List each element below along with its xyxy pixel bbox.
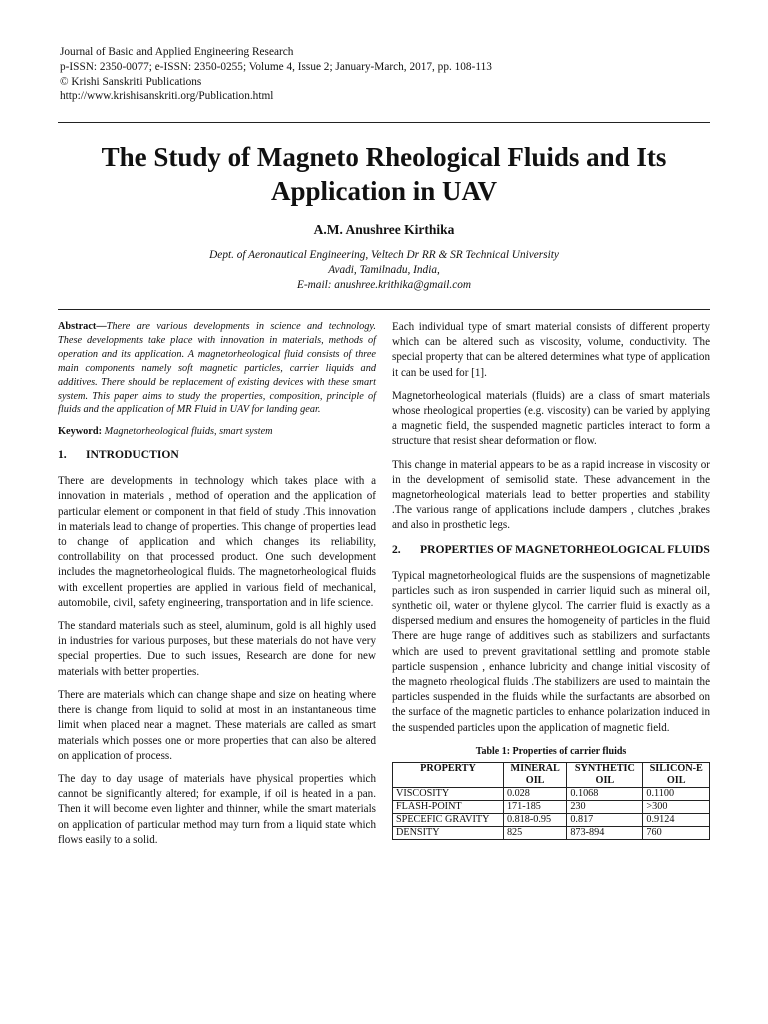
- body-paragraph: This change in material appears to be as a rapid increase in viscosity or in the development of semisolid state. These advancement in the magnetorheological materials lead to better properties and stability .The various range of applications include dampers , clutches ,brakes and also in prosthetic legs.: [392, 458, 710, 532]
- table-cell: 0.1100: [643, 788, 710, 801]
- abstract: [58, 320, 376, 417]
- intro-paragraph: The day to day usage of materials have physical properties which cannot be significantly altered; for example, if oil is heated in a pan. Then it will become even lighter and thinner, while the smart materials on application of particular method may turn from a liquid state which flows easily to a solid.: [58, 772, 376, 846]
- table-row: [393, 788, 710, 801]
- table-row: [393, 801, 710, 814]
- table-header-row: [393, 763, 710, 788]
- table-cell: 760: [643, 827, 710, 840]
- table-header-cell: MINERAL OIL: [503, 763, 566, 788]
- right-column: [392, 320, 710, 840]
- table-cell: DENSITY: [393, 827, 504, 840]
- section-title: INTRODUCTION: [86, 448, 179, 462]
- table-row: [393, 827, 710, 840]
- body-paragraph: Each individual type of smart material consists of different property which can be altered such as viscosity, volume, conductivity. The special property that can be altered determines what type of application it can be used for [1].: [392, 321, 710, 379]
- author-email[interactable]: E-mail: anushree.krithika@gmail.com: [296, 279, 472, 291]
- table-caption: Table 1: Properties of carrier fluids: [475, 745, 627, 757]
- table-cell: 0.817: [567, 814, 643, 827]
- table-header-cell: SILICON-E OIL: [643, 763, 710, 788]
- abstract-label: Abstract—: [58, 321, 107, 332]
- table-cell: >300: [643, 801, 710, 814]
- left-column: [58, 320, 376, 856]
- header-divider: [58, 122, 710, 123]
- keywords: [58, 425, 376, 439]
- author-affiliation: [40, 248, 728, 293]
- intro-paragraph: There are developments in technology which takes place with a innovation in materials , method of operation and the application of particular element or component in that field of study .This innovation in materials lead to change of properties. This change of properties lead to change of application and which changes its reliability, controllability on that processed product. One such development includes the magnetorheological fluids. The magnetorheological fluids with excellent properties are applied in various field of mechanical, automobile, civil, safety engineering, transportation and in life science.: [58, 475, 376, 609]
- body-paragraph: Magnetorheological materials (fluids) are a class of smart materials whose rheological properties (e.g. viscosity) can be varied by applying a magnetic field, the suspended magnetic particles interact to form a structure that resist shear deformation or flow.: [392, 389, 710, 448]
- issn-line: p-ISSN: 2350-0077; e-ISSN: 2350-0255; Volume 4, Issue 2; January-March, 2017, pp. 108-113: [60, 60, 492, 73]
- properties-paragraph: Typical magnetorheological fluids are the suspensions of magnetizable particles such as iron suspended in carrier liquid such as mineral oil, synthetic oil, water or thylene glycol. The carrier fluid is exactly as a dispersed medium and ensures the homogeneity of particles in the fluid There are huge range of additives such as stabilizers and surfactants which are used to prevent gravitational settling and promote stable particle suspension , enhance lubricity and change initial viscosity of the magneto rheological fluids .The stabilizers are used to maintain the particles suspended in the fluids while the surfactants are absorbed on the surface of the magnetic particles to enhance polarization induced in the suspended particles upon the application of magnetic field.: [392, 569, 710, 734]
- intro-paragraph: There are materials which can change shape and size on heating where there is change from liquid to solid at most in an instantaneous time limit when placed near a magnet. These materials are called as smart materials which posses one or more properties that can also be altered on application of process.: [58, 688, 376, 762]
- table-cell: 171-185: [503, 801, 566, 814]
- publisher-line: © Krishi Sanskriti Publications: [60, 75, 202, 88]
- table-cell: FLASH-POINT: [393, 801, 504, 814]
- table-cell: 0.818-0.95: [503, 814, 566, 827]
- affiliation-line-1: Dept. of Aeronautical Engineering, Veltech Dr RR & SR Technical University: [209, 249, 559, 261]
- section-heading-properties: [392, 542, 710, 557]
- carrier-fluids-table: [392, 762, 710, 840]
- table-cell: 0.028: [503, 788, 566, 801]
- table-cell: VISCOSITY: [393, 788, 504, 801]
- affiliation-line-2: Avadi, Tamilnadu, India,: [328, 264, 440, 276]
- section-number: 2.: [392, 542, 401, 556]
- table-cell: 825: [503, 827, 566, 840]
- table-cell: 0.1068: [567, 788, 643, 801]
- keywords-label: Keyword:: [58, 426, 103, 438]
- title-divider: [58, 309, 710, 310]
- table-cell: SPECEFIC GRAVITY: [393, 814, 504, 827]
- table-cell: 0.9124: [643, 814, 710, 827]
- table-cell: 230: [567, 801, 643, 814]
- paper-title: [40, 140, 728, 208]
- journal-name: Journal of Basic and Applied Engineering Research: [60, 46, 294, 58]
- table-cell: 873-894: [567, 827, 643, 840]
- title-line-2: Application in UAV: [270, 176, 498, 206]
- section-heading-introduction: [58, 447, 376, 462]
- section-title: PROPERTIES OF MAGNETORHEOLOGICAL FLUIDS: [420, 542, 710, 556]
- publication-url[interactable]: http://www.krishisanskriti.org/Publication.html: [60, 90, 274, 103]
- author-name: A.M. Anushree Kirthika: [313, 222, 455, 237]
- intro-paragraph: The standard materials such as steel, aluminum, gold is all highly used in industries for various purposes, but these materials do not have very special properties. Due to such issues, Research are done for new materials with better properties.: [58, 620, 376, 678]
- abstract-text: There are various developments in science and technology. These developments take place with innovation in materials, methods of operation and its application. A magnetorheological fluid consists of three main components namely soft magnetic particles, carrier liquids and additives. There should be replacement of existing devices with these smart system. This paper aims to study the properties, composition, principle of fluids and the application of MR Fluid in UAV for landing gear.: [58, 321, 376, 416]
- title-line-1: The Study of Magneto Rheological Fluids and Its: [101, 142, 667, 172]
- table-header-cell: SYNTHETIC OIL: [567, 763, 643, 788]
- keywords-text: Magnetorheological fluids, smart system: [102, 426, 273, 438]
- table-row: [393, 814, 710, 827]
- table-header-cell: PROPERTY: [393, 763, 504, 788]
- journal-header: [60, 45, 720, 104]
- section-number: 1.: [58, 448, 67, 462]
